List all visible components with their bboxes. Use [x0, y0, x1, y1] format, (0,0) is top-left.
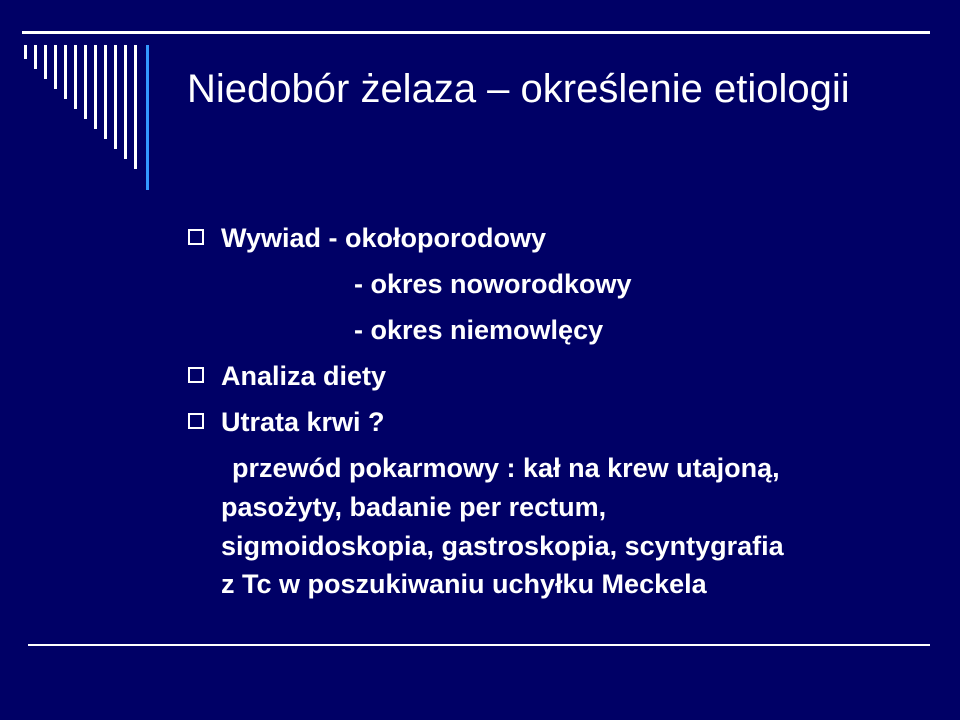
list-item: - okres niemowlęcy: [354, 315, 604, 345]
detail-line: z Tc w poszukiwaniu uchyłku Meckela: [221, 569, 707, 599]
bullet-square-icon: [188, 367, 204, 383]
list-item: Wywiad - okołoporodowy: [221, 223, 547, 253]
bottom-rule: [28, 644, 930, 646]
list-item: Utrata krwi ?: [221, 407, 385, 437]
list-item: Analiza diety: [221, 361, 387, 391]
list-item: - okres noworodkowy: [354, 269, 632, 299]
detail-line: przewód pokarmowy : kał na krew utajoną,: [232, 453, 780, 483]
bullet-square-icon: [188, 413, 204, 429]
detail-line: sigmoidoskopia, gastroskopia, scyntygrafia: [221, 531, 784, 561]
detail-line: pasożyty, badanie per rectum,: [221, 492, 607, 522]
page-title: Niedobór żelaza – określenie etiologii: [187, 67, 850, 111]
bullet-square-icon: [188, 229, 204, 245]
top-rule: [22, 31, 930, 34]
decorative-bars: [24, 45, 164, 195]
